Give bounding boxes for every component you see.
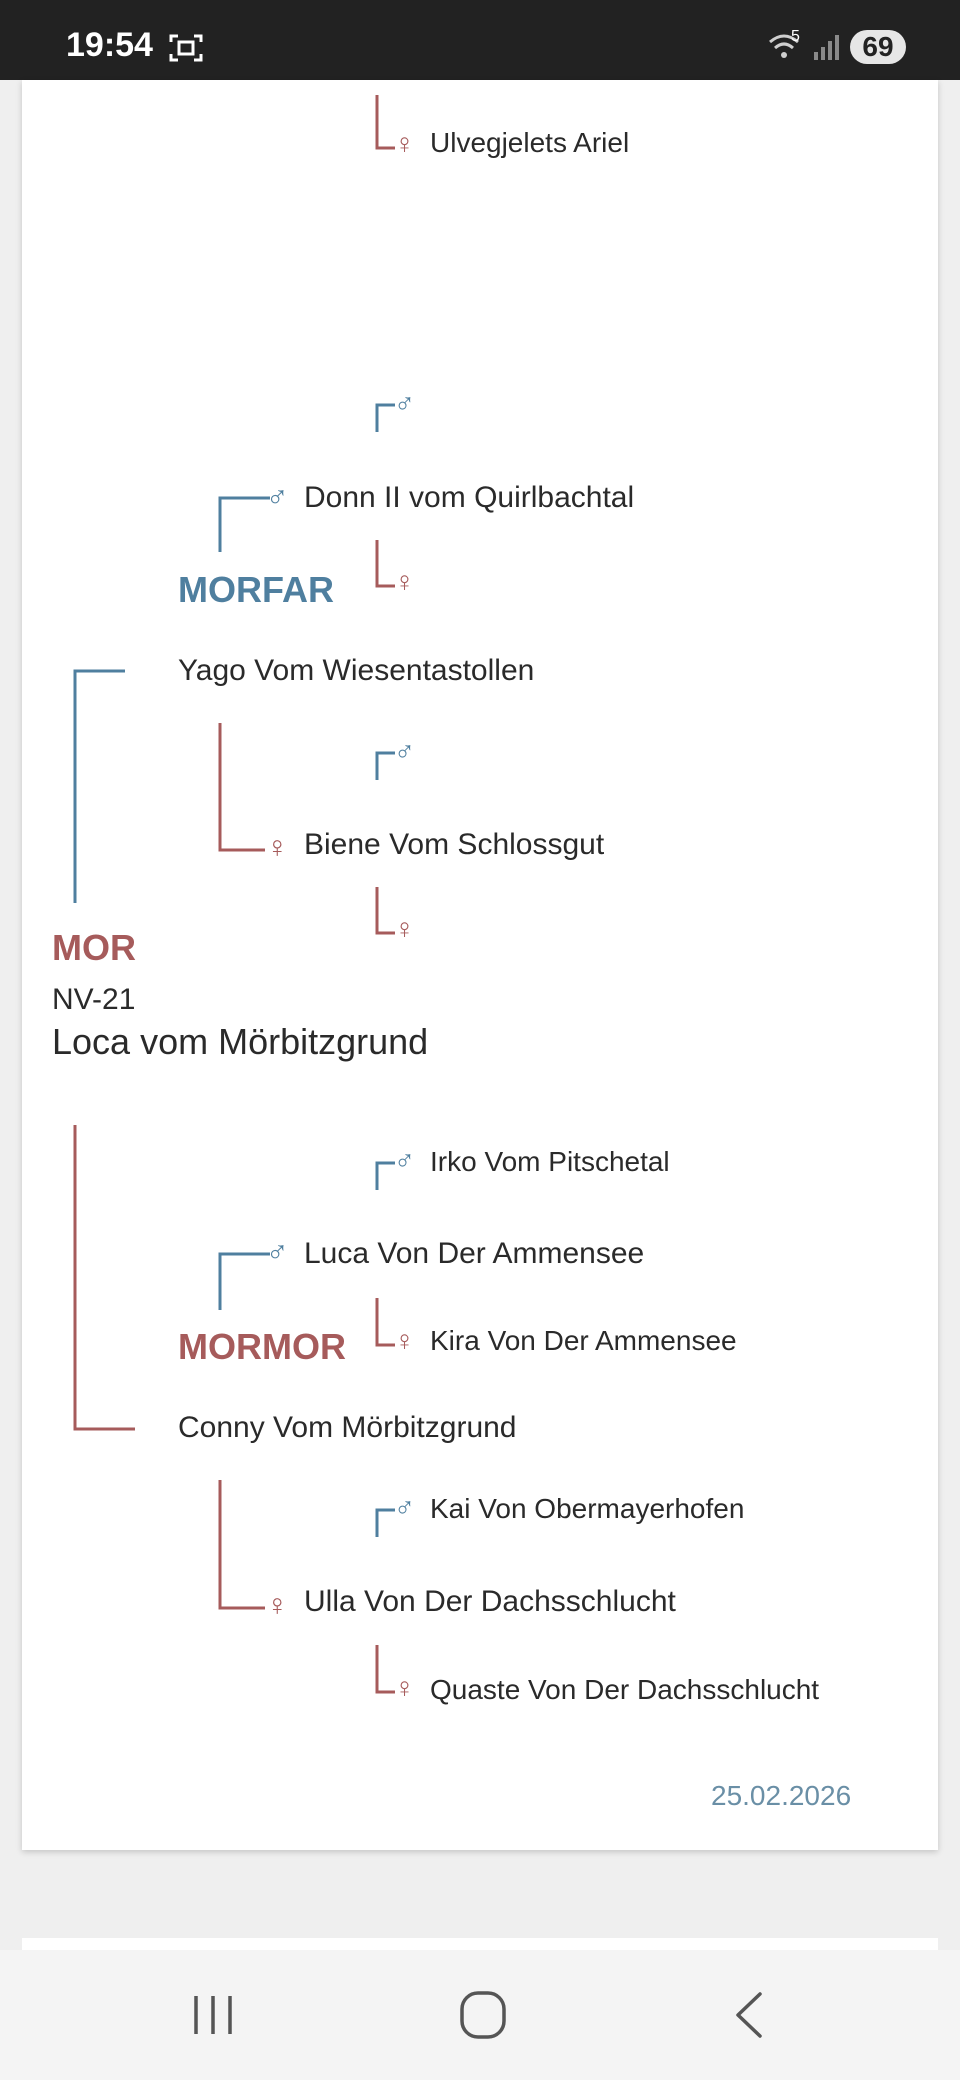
male-symbol: ♂: [266, 481, 289, 514]
female-symbol: ♀: [394, 1325, 415, 1356]
pedigree-name-mormor-dam-dam[interactable]: Quaste Von Der Dachsschlucht: [430, 1674, 820, 1705]
pedigree-name-morfar-dam[interactable]: Biene Vom Schlossgut: [304, 828, 605, 861]
female-symbol: ♀: [266, 831, 289, 864]
male-symbol: ♂: [394, 1145, 415, 1176]
home-icon[interactable]: [458, 1988, 508, 2042]
navigation-bar: [0, 1950, 960, 2080]
back-icon[interactable]: [730, 1990, 770, 2040]
male-symbol: ♂: [394, 388, 415, 419]
male-symbol: ♂: [394, 1492, 415, 1523]
male-symbol: ♂: [266, 1236, 289, 1269]
female-symbol: ♀: [394, 566, 415, 597]
label-morfar: MORFAR: [178, 569, 334, 610]
wifi-badge: 5: [791, 28, 800, 45]
pedigree-name-mormor-dam-sire[interactable]: Kai Von Obermayerhofen: [430, 1493, 745, 1524]
pedigree-name-mormor-sire-dam[interactable]: Kira Von Der Ammensee: [430, 1325, 737, 1356]
female-symbol: ♀: [266, 1589, 289, 1622]
label-mormor: MORMOR: [178, 1326, 346, 1367]
status-time: 19:54: [66, 26, 153, 64]
male-symbol: ♂: [394, 736, 415, 767]
female-symbol: ♀: [394, 1672, 415, 1703]
registration-number: NV-21: [52, 983, 136, 1016]
recents-icon[interactable]: [190, 1990, 240, 2040]
female-symbol: ♀: [394, 913, 415, 944]
label-mor: MOR: [52, 927, 136, 968]
pedigree-name-mormor[interactable]: Conny Vom Mörbitzgrund: [178, 1411, 517, 1444]
pedigree-name-mor[interactable]: Loca vom Mörbitzgrund: [52, 1021, 429, 1062]
pedigree-name-mormor-dam[interactable]: Ulla Von Der Dachsschlucht: [304, 1585, 676, 1618]
pedigree-name-morfar-sire[interactable]: Donn II vom Quirlbachtal: [304, 481, 635, 514]
pedigree-name-morfar[interactable]: Yago Vom Wiesentastollen: [178, 654, 535, 687]
pedigree-name-top-female[interactable]: Ulvegjelets Ariel: [430, 127, 630, 158]
female-symbol: ♀: [394, 128, 415, 159]
pedigree-name-mormor-sire-sire[interactable]: Irko Vom Pitschetal: [430, 1146, 670, 1177]
battery-indicator: 69: [850, 30, 906, 64]
pedigree-name-mormor-sire[interactable]: Luca Von Der Ammensee: [304, 1237, 645, 1270]
pedigree-date: 25.02.2026: [711, 1780, 852, 1811]
